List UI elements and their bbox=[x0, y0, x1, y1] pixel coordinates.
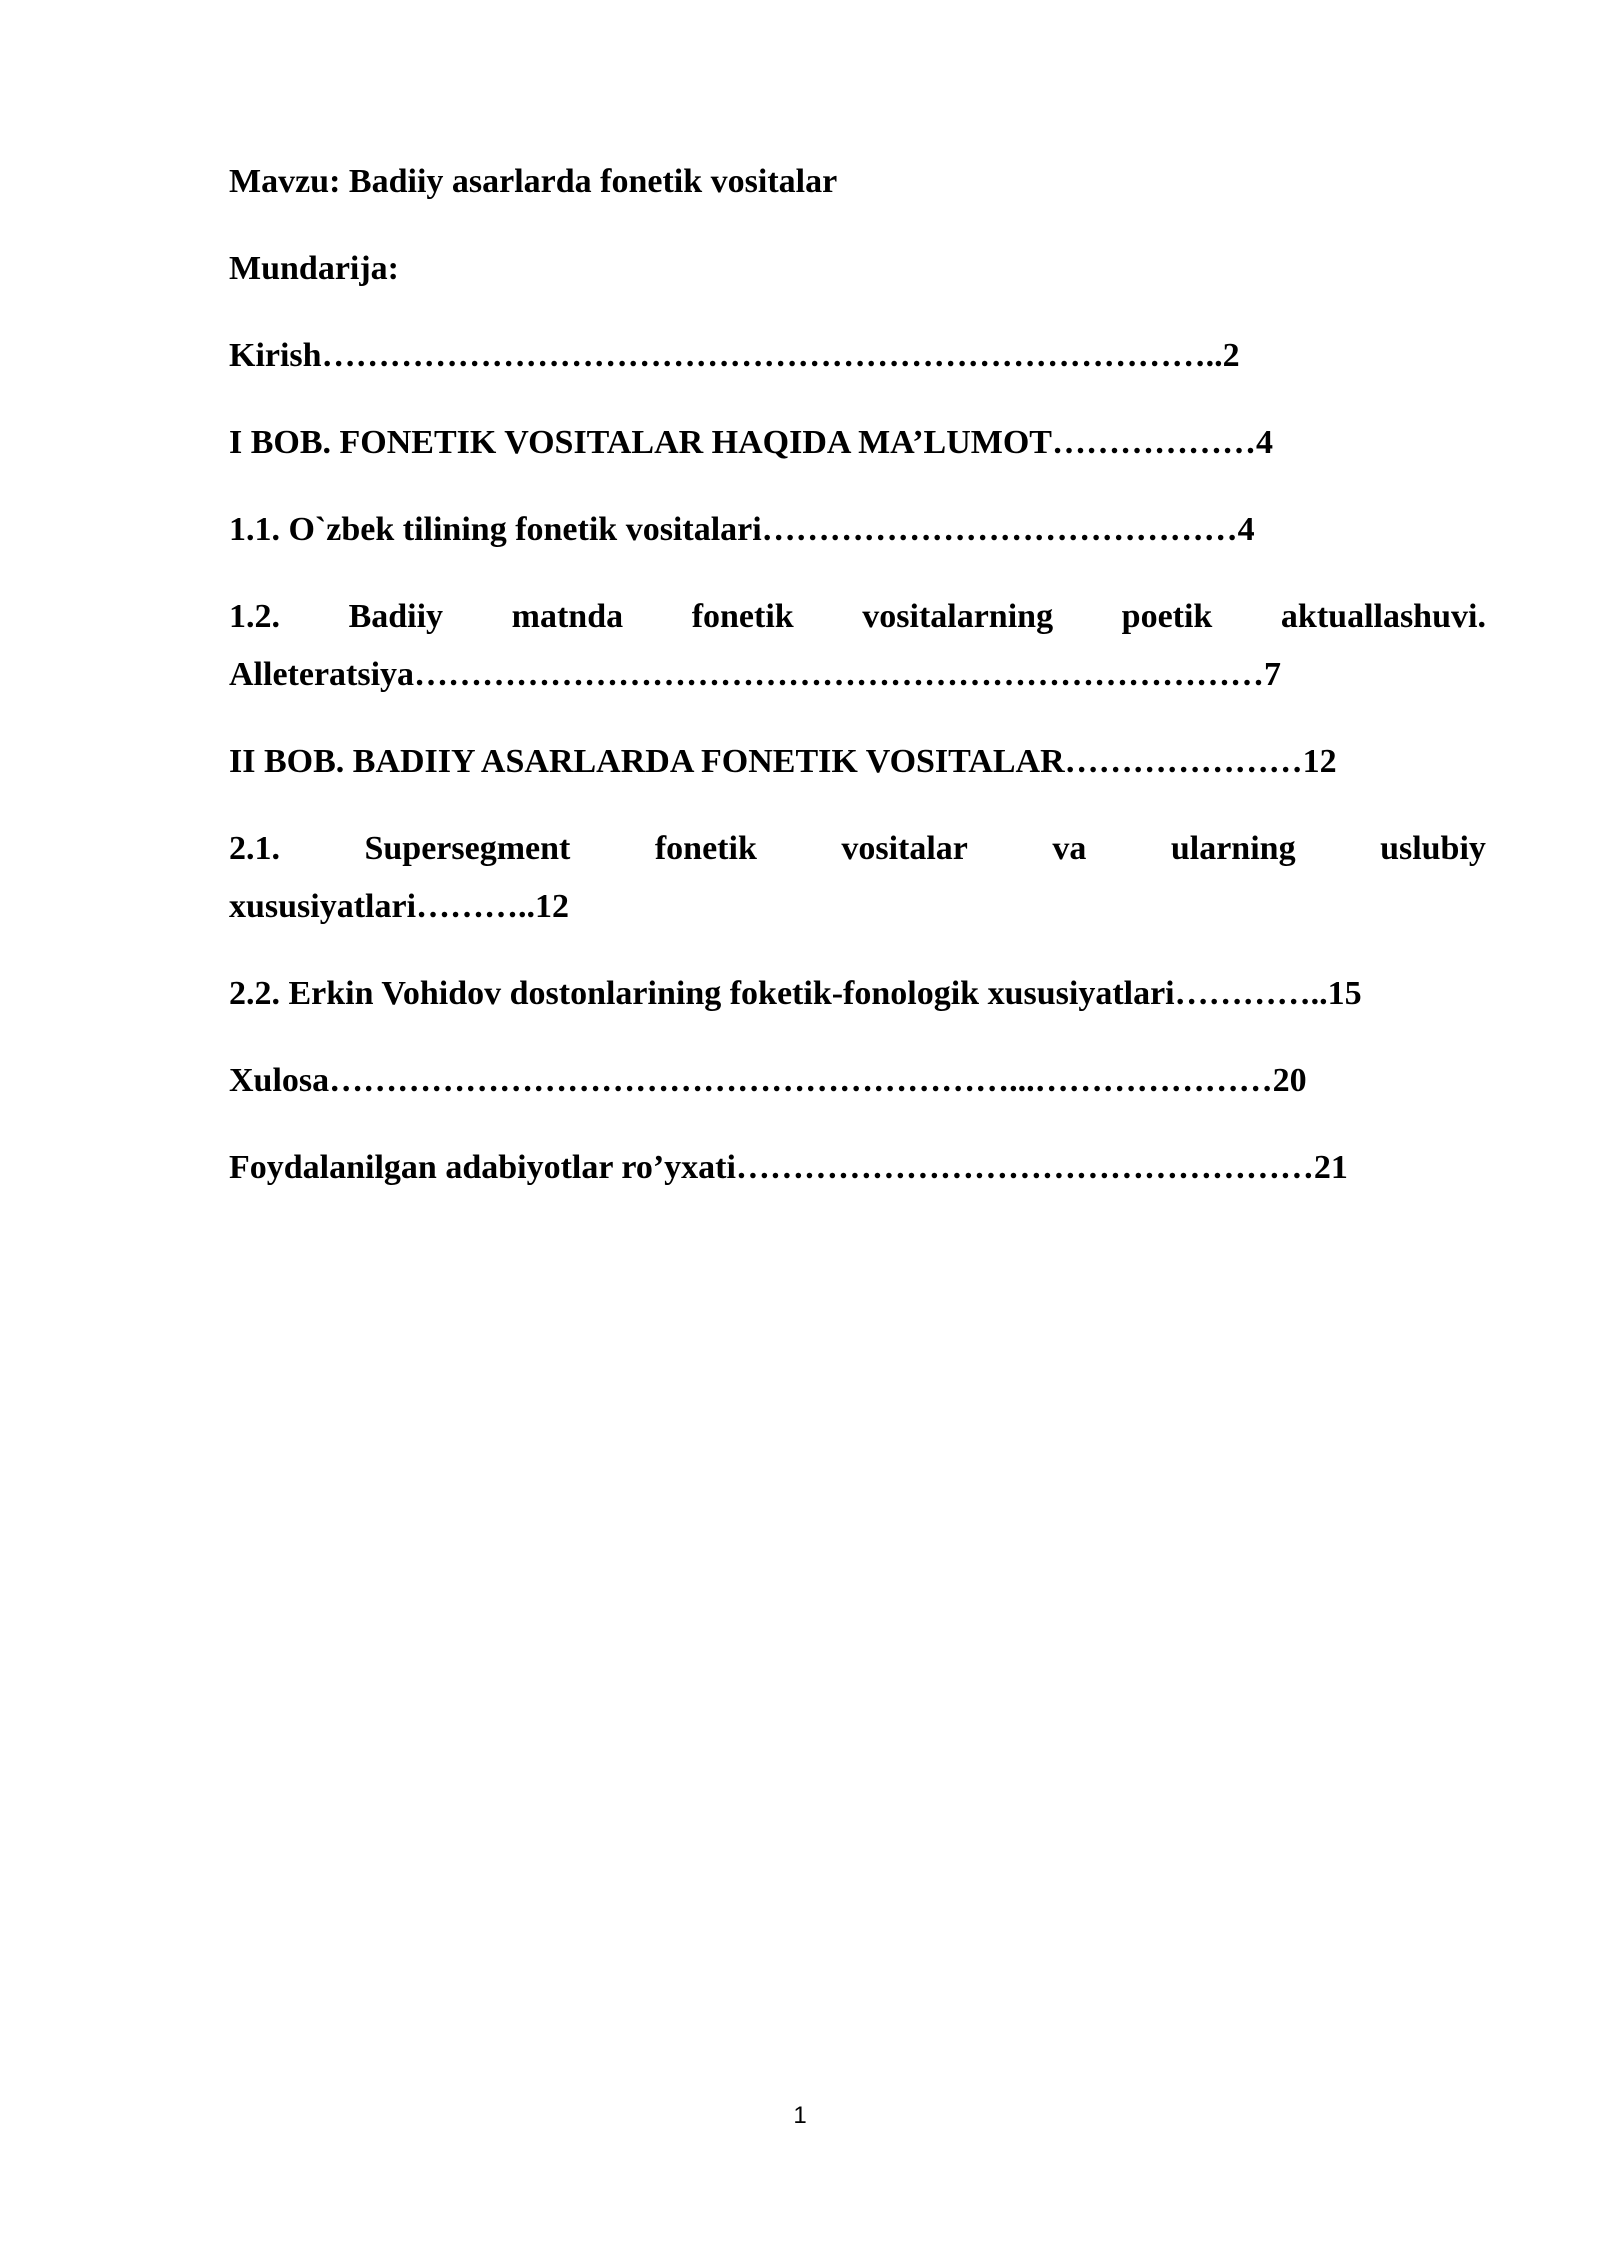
toc-entry-1-2-line-2: Alleteratsiya…………………………………………………………………7 bbox=[229, 656, 1282, 693]
toc-word: vositalar bbox=[841, 830, 968, 867]
toc-entry-chapter-1: I BOB. FONETIK VOSITALAR HAQIDA MA’LUMOT………………4 bbox=[229, 424, 1273, 461]
toc-entry-xulosa: Xulosa……………………………………………………...…………………20 bbox=[229, 1062, 1307, 1099]
toc-word: poetik bbox=[1121, 598, 1213, 635]
toc-word: uslubiy bbox=[1380, 830, 1486, 867]
toc-entry-1-1: 1.1. O`zbek tilining fonetik vositalari……………………………………4 bbox=[229, 511, 1255, 548]
toc-entry-2-2: 2.2. Erkin Vohidov dostonlarining foketik-fonologik xususiyatlari…………..15 bbox=[229, 975, 1362, 1012]
toc-entry-2-1 bbox=[229, 817, 1486, 939]
toc-entry-kirish: Kirish……………………………………………………………………..2 bbox=[229, 337, 1240, 374]
toc-word: fonetik bbox=[691, 598, 794, 635]
toc-word: 2.1. bbox=[229, 830, 280, 867]
document-title: Mavzu: Badiiy asarlarda fonetik vositalar bbox=[229, 163, 838, 200]
toc-word: Badiiy bbox=[348, 598, 444, 635]
toc-entry-1-2-line-1 bbox=[229, 585, 1486, 649]
toc-entry-2-1-line-2: xususiyatlari………..12 bbox=[229, 888, 570, 925]
page-content bbox=[229, 150, 1486, 1223]
toc-entry-2-1-line-1 bbox=[229, 817, 1486, 881]
toc-heading: Mundarija: bbox=[229, 250, 399, 287]
toc-word: ularning bbox=[1170, 830, 1296, 867]
page-number: 1 bbox=[793, 2102, 807, 2129]
toc-entry-1-2 bbox=[229, 585, 1486, 707]
toc-entry-chapter-2: II BOB. BADIIY ASARLARDA FONETIK VOSITALAR…………………12 bbox=[229, 743, 1337, 780]
toc-entry-bibliography: Foydalanilgan adabiyotlar ro’yxati……………………………………………21 bbox=[229, 1149, 1348, 1186]
toc-word: Supersegment bbox=[364, 830, 571, 867]
toc-word: aktuallashuvi. bbox=[1280, 598, 1486, 635]
toc-word: vositalarning bbox=[862, 598, 1054, 635]
toc-word: va bbox=[1052, 830, 1087, 867]
toc-word: 1.2. bbox=[229, 598, 280, 635]
toc-word: matnda bbox=[511, 598, 624, 635]
toc-word: fonetik bbox=[654, 830, 757, 867]
